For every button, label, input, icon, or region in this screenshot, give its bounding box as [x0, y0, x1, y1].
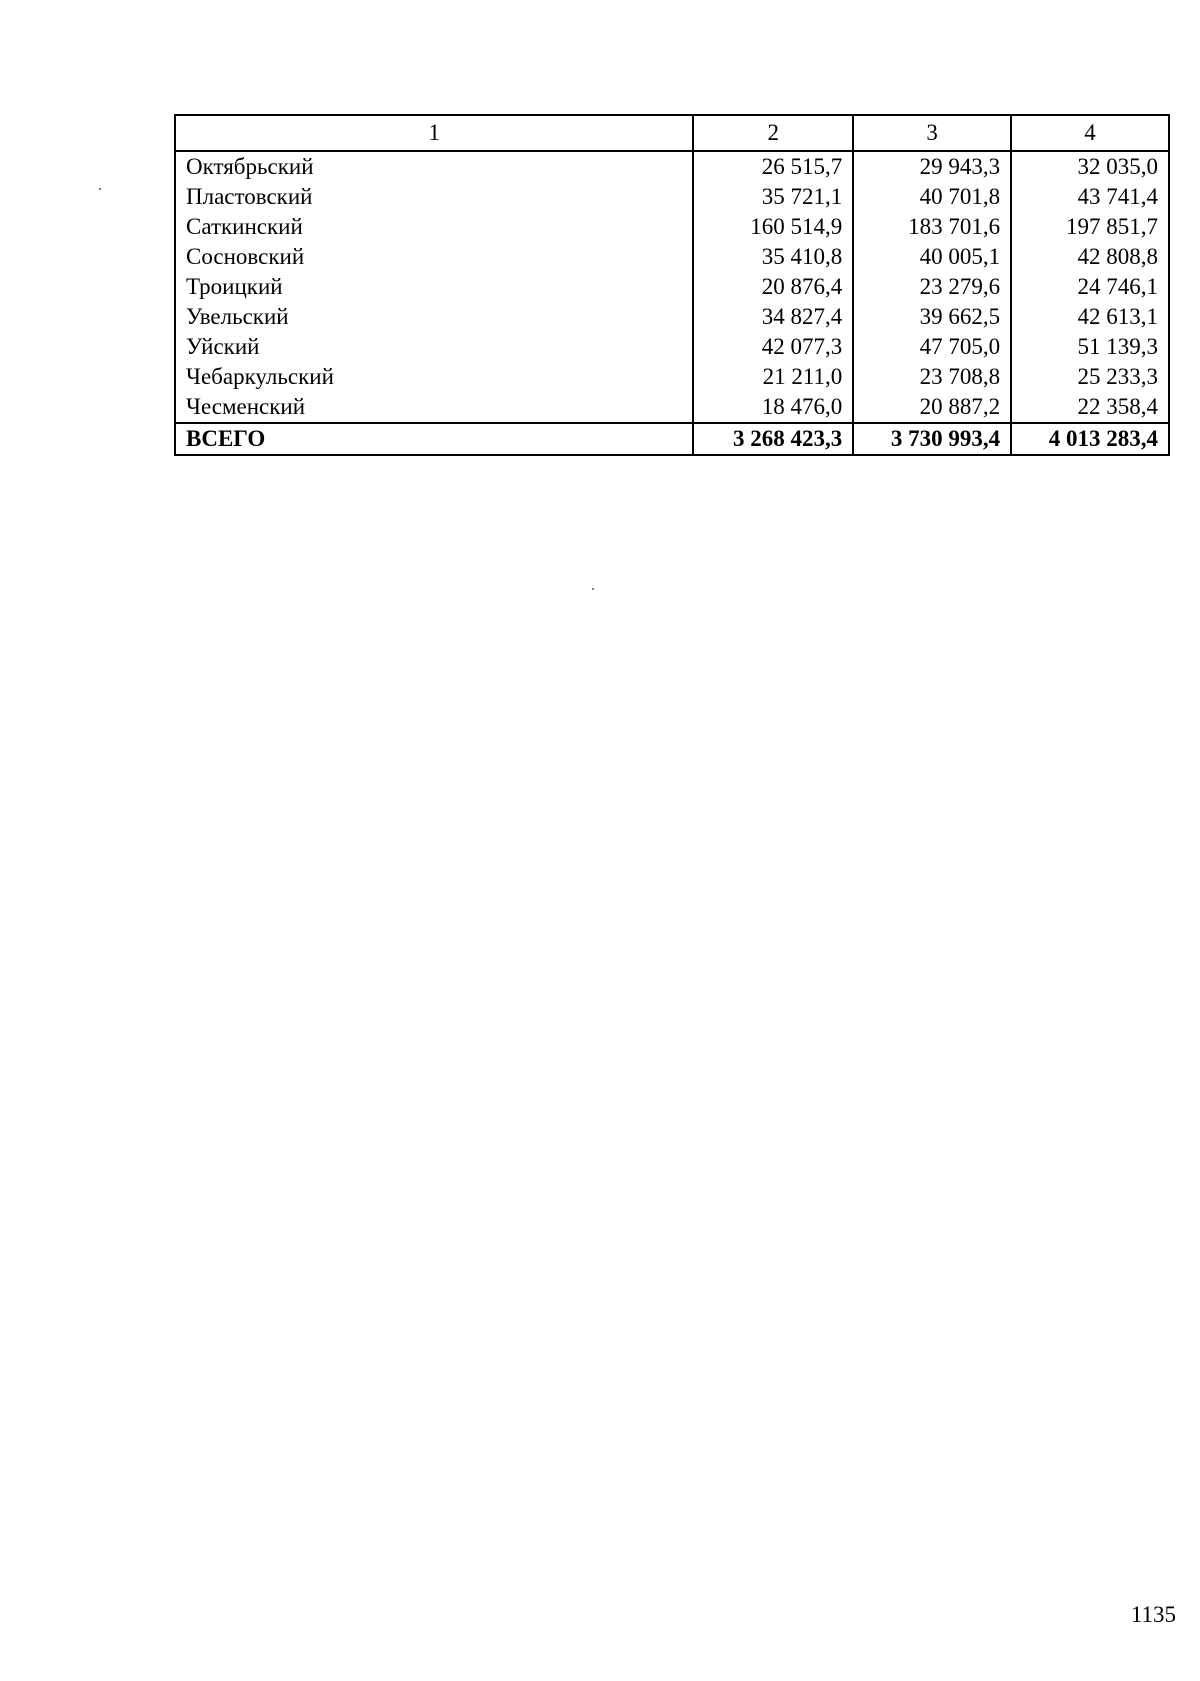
district-name: Октябрьский	[175, 151, 693, 182]
district-values-table	[174, 114, 1170, 456]
value-col-3: 183 701,6	[853, 212, 1011, 242]
table-total-row	[175, 423, 1169, 455]
value-col-4: 197 851,7	[1011, 212, 1169, 242]
total-label: ВСЕГО	[175, 423, 693, 455]
value-col-2: 160 514,9	[693, 212, 853, 242]
value-col-3: 47 705,0	[853, 332, 1011, 362]
table-row	[175, 302, 1169, 332]
value-col-3: 40 701,8	[853, 182, 1011, 212]
district-name: Чебаркульский	[175, 362, 693, 392]
value-col-2: 18 476,0	[693, 392, 853, 423]
value-col-4: 51 139,3	[1011, 332, 1169, 362]
table-row	[175, 242, 1169, 272]
table-header-row	[175, 115, 1169, 151]
table-row	[175, 182, 1169, 212]
value-col-4: 32 035,0	[1011, 151, 1169, 182]
scan-speck	[99, 188, 101, 190]
value-col-4: 25 233,3	[1011, 362, 1169, 392]
value-col-2: 20 876,4	[693, 272, 853, 302]
value-col-3: 29 943,3	[853, 151, 1011, 182]
district-name: Чесменский	[175, 392, 693, 423]
value-col-4: 22 358,4	[1011, 392, 1169, 423]
value-col-2: 35 410,8	[693, 242, 853, 272]
total-col-3: 3 730 993,4	[853, 423, 1011, 455]
value-col-3: 39 662,5	[853, 302, 1011, 332]
total-col-2: 3 268 423,3	[693, 423, 853, 455]
district-name: Увельский	[175, 302, 693, 332]
column-header-3: 3	[853, 115, 1011, 151]
value-col-4: 42 808,8	[1011, 242, 1169, 272]
value-col-3: 20 887,2	[853, 392, 1011, 423]
district-name: Уйский	[175, 332, 693, 362]
column-header-4: 4	[1011, 115, 1169, 151]
table-row	[175, 332, 1169, 362]
column-header-1: 1	[175, 115, 693, 151]
value-col-3: 40 005,1	[853, 242, 1011, 272]
value-col-4: 24 746,1	[1011, 272, 1169, 302]
column-header-2: 2	[693, 115, 853, 151]
scan-speck	[592, 588, 594, 590]
district-name: Саткинский	[175, 212, 693, 242]
table-row	[175, 272, 1169, 302]
total-col-4: 4 013 283,4	[1011, 423, 1169, 455]
table-row	[175, 392, 1169, 423]
district-name: Пластовский	[175, 182, 693, 212]
value-col-2: 35 721,1	[693, 182, 853, 212]
district-name: Троицкий	[175, 272, 693, 302]
value-col-3: 23 279,6	[853, 272, 1011, 302]
value-col-3: 23 708,8	[853, 362, 1011, 392]
table-row	[175, 362, 1169, 392]
value-col-2: 34 827,4	[693, 302, 853, 332]
table-row	[175, 212, 1169, 242]
value-col-4: 42 613,1	[1011, 302, 1169, 332]
value-col-4: 43 741,4	[1011, 182, 1169, 212]
value-col-2: 26 515,7	[693, 151, 853, 182]
page-number: 1135	[1130, 1602, 1176, 1627]
value-col-2: 21 211,0	[693, 362, 853, 392]
table-row	[175, 151, 1169, 182]
value-col-2: 42 077,3	[693, 332, 853, 362]
district-name: Сосновский	[175, 242, 693, 272]
